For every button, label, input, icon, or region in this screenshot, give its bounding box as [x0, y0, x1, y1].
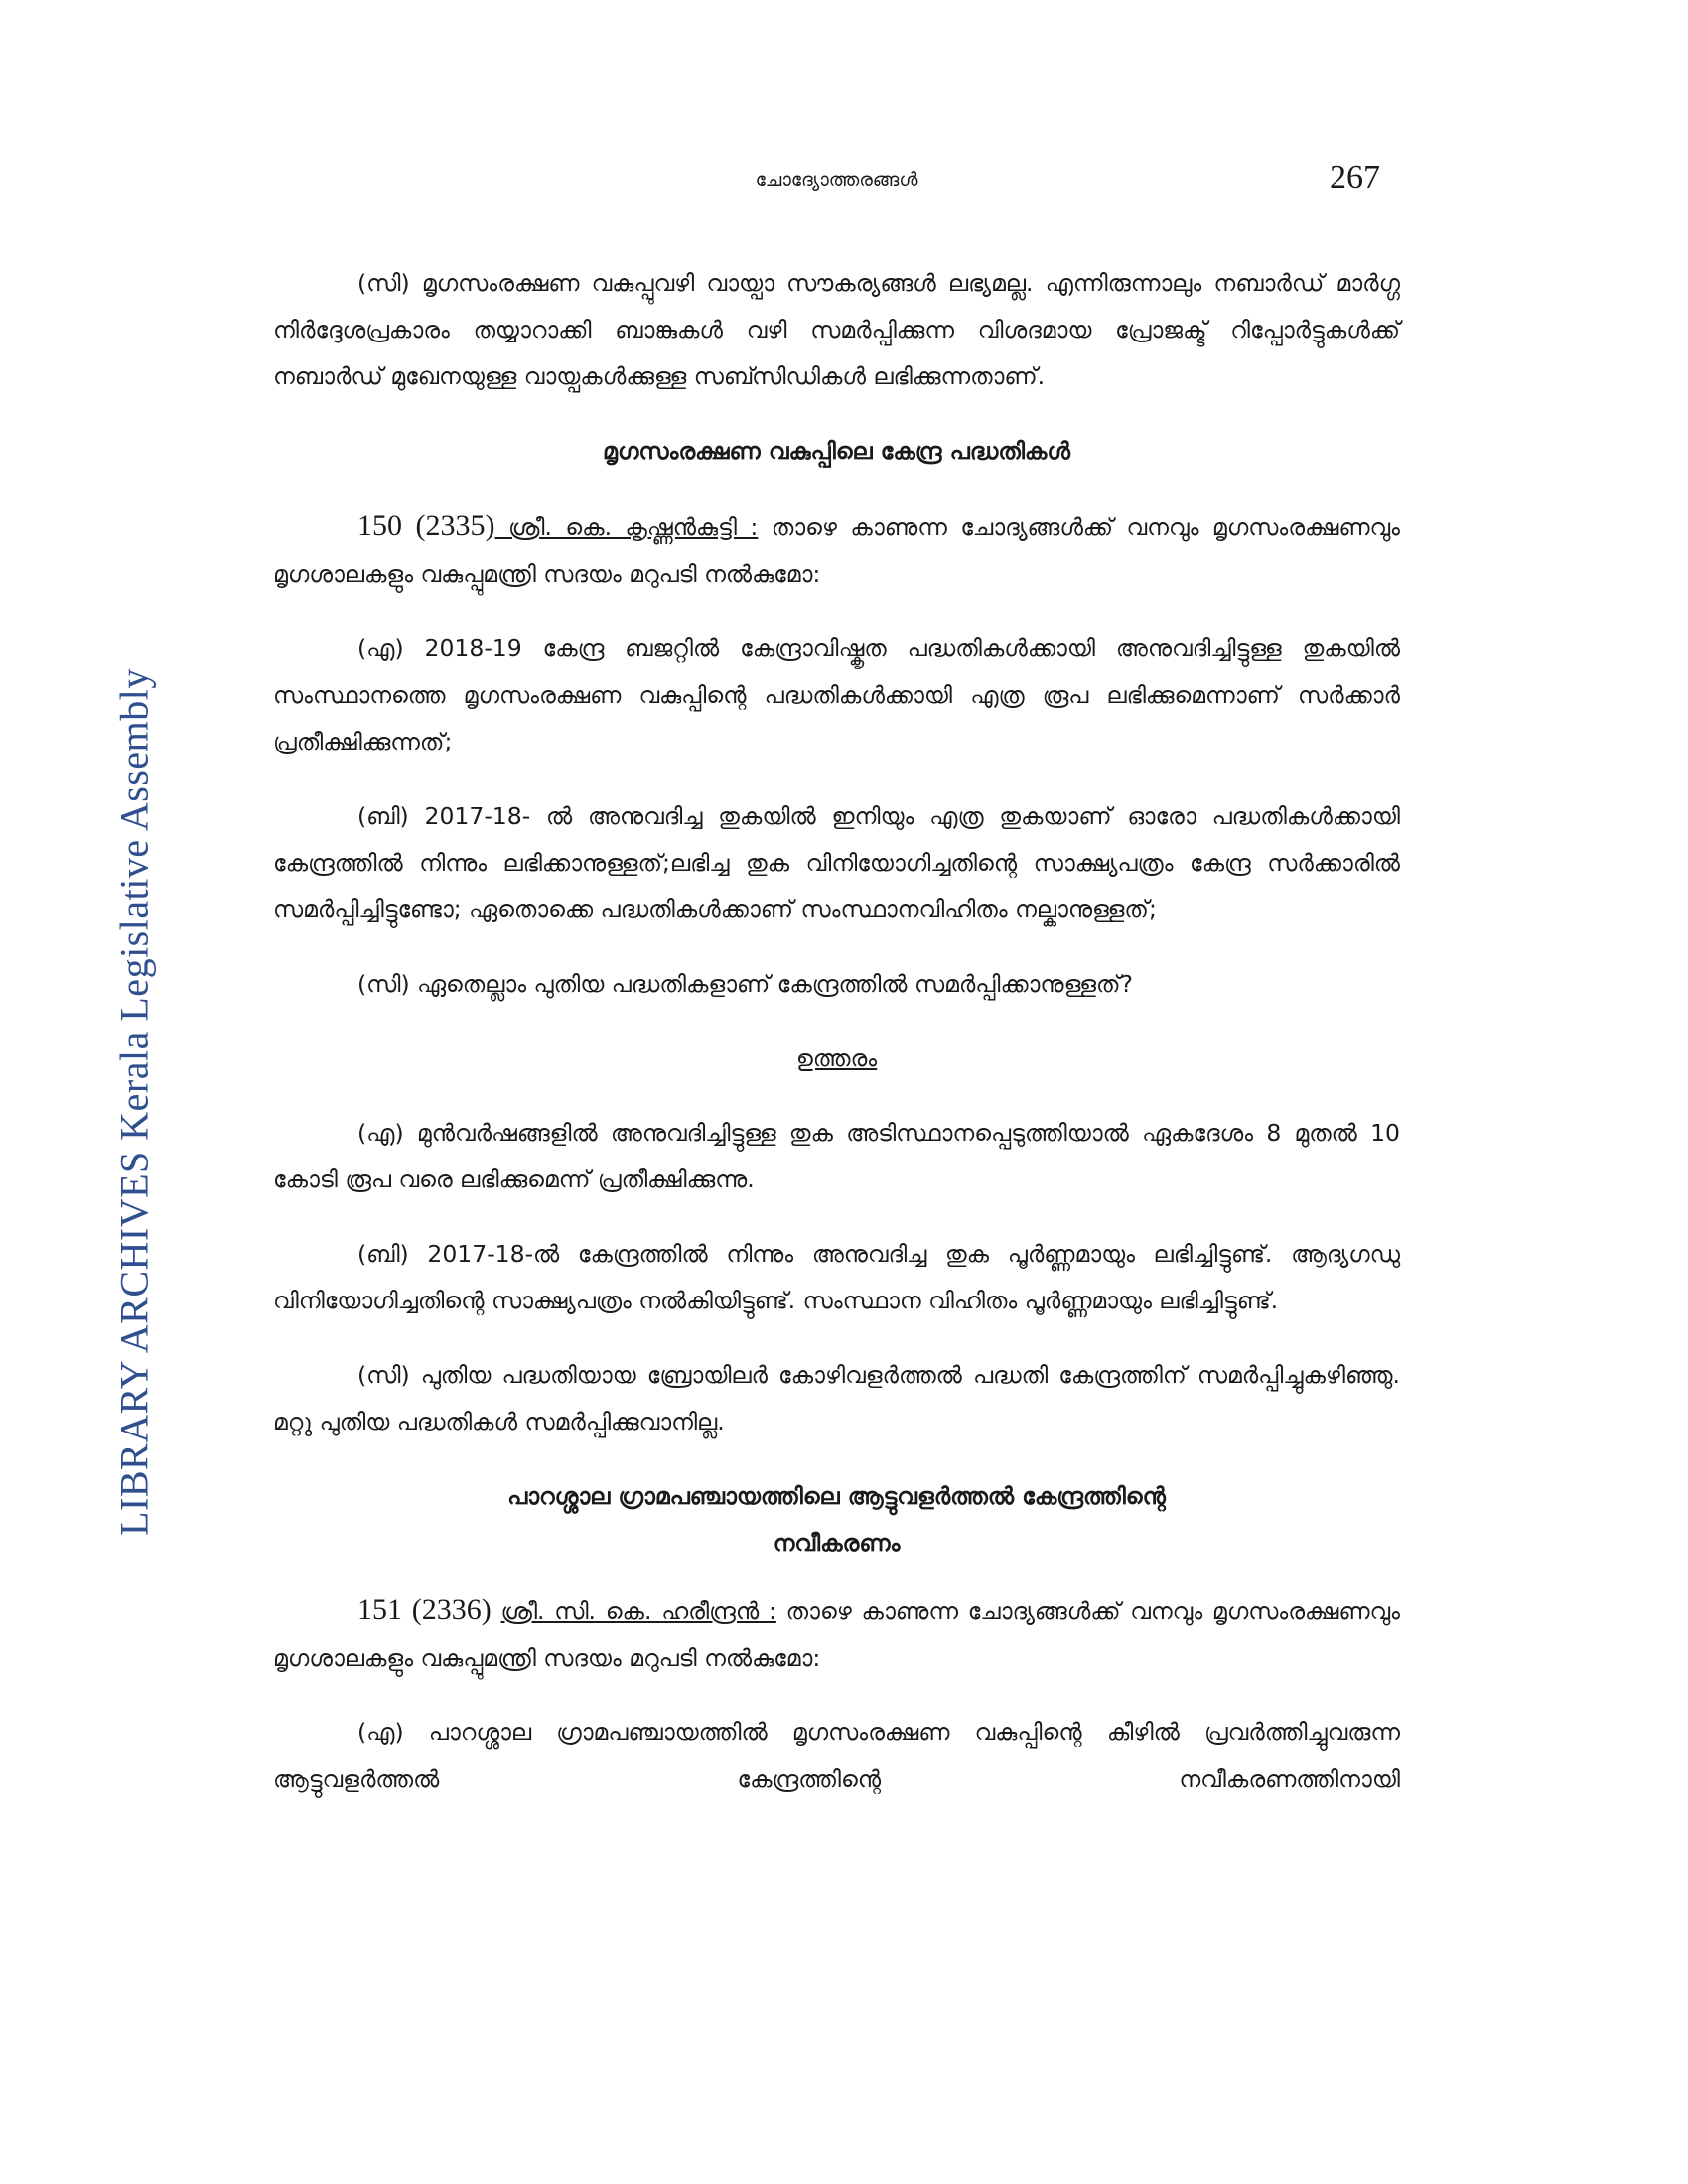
q150-intro — [273, 502, 1400, 598]
q151-heading-line2: നവീകരണം — [773, 1529, 901, 1557]
continuation-answer-c: (സി) മൃഗസംരക്ഷണ വകുപ്പുവഴി വായ്പാ സൗകര്യങ്ങൾ ലഭ്യമല്ല. എന്നിരുന്നാലും നബാർഡ് മാർഗ്ഗ നിർദ്ദേശപ്രകാരം തയ്യാറാക്കി ബാങ്കുകൾ വഴി സമർപ്പിക്കുന്ന വിശദമായ പ്രോജക്ട് റിപ്പോർട്ടുകൾക്ക് നബാർഡ് മുഖേനയുള്ള വായ്പകൾക്കുള്ള സബ്സിഡികൾ ലഭിക്കുന്നതാണ്. — [273, 269, 1400, 390]
page-header — [273, 159, 1400, 218]
q150-heading: മൃഗസംരക്ഷണ വകുപ്പിലെ കേന്ദ്ര പദ്ധതികൾ — [603, 437, 1070, 465]
q151-number: 151 (2336) — [357, 1593, 492, 1626]
q150-answer-a: (എ) മുൻവർഷങ്ങളിൽ അനുവദിച്ചിട്ടുള്ള തുക അടിസ്ഥാനപ്പെടുത്തിയാൽ ഏകദേശം 8 മുതൽ 10 കോടി രൂപ വരെ ലഭിക്കുമെന്ന് പ്രതീക്ഷിക്കുന്നു. — [273, 1119, 1400, 1193]
q150-answer-b: (ബി) 2017-18-ൽ കേന്ദ്രത്തിൽ നിന്നും അനുവദിച്ച തുക പൂർണ്ണമായും ലഭിച്ചിട്ടുണ്ട്. ആദ്യഗഡു വിനിയോഗിച്ചതിന്റെ സാക്ഷ്യപത്രം നൽകിയിട്ടുണ്ട്. സംസ്ഥാന വിഹിതം പൂർണ്ണമായും ലഭിച്ചിട്ടുണ്ട്. — [273, 1240, 1400, 1314]
running-title: ചോദ്യോത്തരങ്ങൾ — [755, 169, 918, 191]
q150-answer-c: (സി) പുതിയ പദ്ധതിയായ ബ്രോയിലർ കോഴിവളർത്തൽ പദ്ധതി കേന്ദ്രത്തിന് സമർപ്പിച്ചുകഴിഞ്ഞു. മറ്റു പുതിയ പദ്ധതികൾ സമർപ്പിക്കുവാനില്ല. — [273, 1361, 1400, 1435]
page-content — [273, 260, 1400, 1831]
q151-question-a: (എ) പാറശ്ശാല ഗ്രാമപഞ്ചായത്തിൽ മൃഗസംരക്ഷണ വകുപ്പിന്റെ കീഴിൽ പ്രവർത്തിച്ചുവരുന്ന ആട്ടുവളർത്തൽ കേന്ദ്രത്തിന്റെ നവീകരണത്തിനായി — [273, 1718, 1400, 1793]
page-number: 267 — [1330, 159, 1380, 196]
q150-answer-heading: ഉത്തരം — [795, 1044, 878, 1072]
q150-question-c: (സി) ഏതെല്ലാം പുതിയ പദ്ധതികളാണ് കേന്ദ്രത്തിൽ സമർപ്പിക്കാനുള്ളത്? — [357, 970, 1133, 998]
q150-member: ശ്രീ. കെ. കൃഷ്ണൻകുട്ടി : — [494, 513, 759, 541]
q151-member: ശ്രീ. സി. കെ. ഹരീന്ദ്രൻ : — [500, 1597, 776, 1625]
q151-heading — [273, 1473, 1400, 1567]
q150-intro-text: താഴെ കാണുന്ന ചോദ്യങ്ങൾക്ക് വനവും മൃഗസംരക്ഷണവും മൃഗശാലകളും വകുപ്പുമന്ത്രി സദയം മറുപടി നൽകുമോ: — [273, 513, 1401, 588]
q150-question-b: (ബി) 2017-18- ൽ അനുവദിച്ച തുകയിൽ ഇനിയും എത്ര തുകയാണ് ഓരോ പദ്ധതികൾക്കായി കേന്ദ്രത്തിൽ നിന്നും ലഭിക്കാനുള്ളത്;ലഭിച്ച തുക വിനിയോഗിച്ചതിന്റെ സാക്ഷ്യപത്രം കേന്ദ്ര സർക്കാരിൽ സമർപ്പിച്ചിട്ടുണ്ടോ; ഏതൊക്കെ പദ്ധതികൾക്കാണ് സംസ്ഥാനവിഹിതം നല്കാനുള്ളത്; — [273, 802, 1400, 923]
q150-number: 150 (2335) — [357, 509, 495, 542]
q150-question-a: (എ) 2018-19 കേന്ദ്ര ബജറ്റിൽ കേന്ദ്രാവിഷ്കൃത പദ്ധതികൾക്കായി അനുവദിച്ചിട്ടുള്ള തുകയിൽ സംസ്ഥാനത്തെ മൃഗസംരക്ഷണ വകുപ്പിന്റെ പദ്ധതികൾക്കായി എത്ര രൂപ ലഭിക്കുമെന്നാണ് സർക്കാർ പ്രതീക്ഷിക്കുന്നത്; — [273, 634, 1400, 755]
q151-intro-text: താഴെ കാണുന്ന ചോദ്യങ്ങൾക്ക് വനവും മൃഗസംരക്ഷണവും മൃഗശാലകളും വകുപ്പുമന്ത്രി സദയം മറുപടി നൽകുമോ: — [273, 1597, 1400, 1672]
q151-intro — [273, 1586, 1400, 1682]
archive-watermark: LIBRARY ARCHIVES Kerala Legislative Assembly — [111, 668, 157, 1536]
q151-heading-line1: പാറശ്ശാല ഗ്രാമപഞ്ചായത്തിലെ ആട്ടുവളർത്തൽ കേന്ദ്രത്തിന്റെ — [507, 1482, 1166, 1510]
